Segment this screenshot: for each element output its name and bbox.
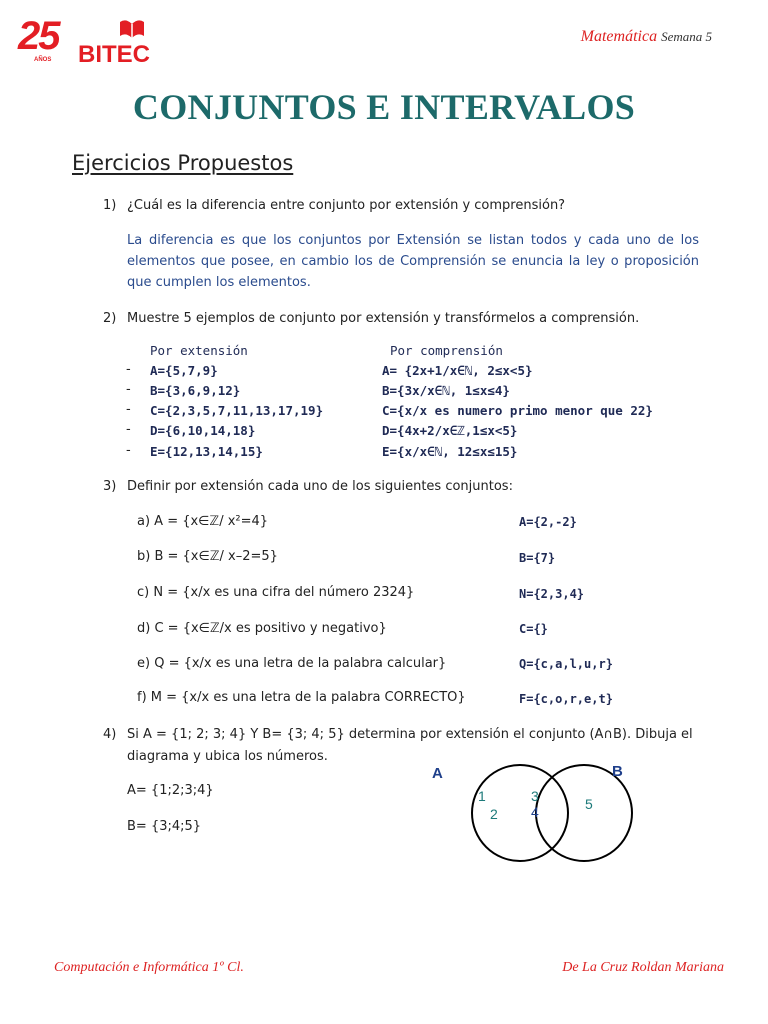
logo-years: AÑOS	[34, 57, 52, 63]
q3-text: Definir por extensión cada uno de los siguientes conjuntos:	[127, 479, 513, 494]
q3-item-label: e) Q = {x/x es una letra de la palabra calcular}	[137, 656, 447, 671]
q2-row-dash: -	[126, 362, 131, 377]
footer-course: Computación e Informática 1º Cl.	[54, 960, 244, 975]
q4-text-line2: diagrama y ubica los números.	[127, 749, 328, 764]
venn-intersection-item: 4	[531, 804, 539, 820]
q3-item-label: d) C = {x∈ℤ/x es positivo y negativo}	[137, 621, 387, 636]
bitec-logo	[18, 14, 158, 74]
q1-number: 1)	[103, 198, 117, 213]
footer-author: De La Cruz Roldan Mariana	[562, 960, 724, 975]
q2-col-left-header: Por extensión	[150, 343, 248, 358]
q2-number: 2)	[103, 311, 117, 326]
header-subject	[581, 28, 712, 46]
q3-item-answer: Q={c,a,l,u,r}	[519, 657, 613, 671]
q3-item-answer: C={}	[519, 622, 548, 636]
q3-item-answer: F={c,o,r,e,t}	[519, 692, 613, 706]
q3-item-answer: A={2,-2}	[519, 515, 577, 529]
q4-number: 4)	[103, 727, 117, 742]
q3-item-label: b) B = {x∈ℤ/ x–2=5}	[137, 549, 278, 564]
q2-row-ext: C={2,3,5,7,11,13,17,19}	[150, 403, 324, 418]
q2-row-dash: -	[126, 382, 131, 397]
q4-set-b: B= {3;4;5}	[127, 819, 202, 834]
q3-item-answer: N={2,3,4}	[519, 587, 585, 601]
venn-label-b: B	[612, 763, 623, 780]
q2-row-ext: D={6,10,14,18}	[150, 423, 256, 438]
q2-row-ext: A={5,7,9}	[150, 363, 218, 378]
q4-text-line1: Si A = {1; 2; 3; 4} Y B= {3; 4; 5} determina por extensión el conjunto (A∩B). Dibuja el	[127, 727, 693, 742]
venn-circle-a	[472, 765, 568, 861]
book-icon	[118, 18, 146, 40]
logo-brand: BITEC	[78, 41, 150, 68]
venn-a-only-item: 1	[478, 788, 486, 804]
week-label: Semana 5	[661, 29, 712, 44]
q3-item-label: c) N = {x/x es una cifra del número 2324}	[137, 585, 415, 600]
venn-a-only-item: 2	[490, 806, 498, 822]
q2-row-dash: -	[126, 443, 131, 458]
q2-row-ext: E={12,13,14,15}	[150, 444, 263, 459]
venn-b-only-item: 5	[585, 796, 593, 812]
q3-item-label: a) A = {x∈ℤ/ x²=4}	[137, 514, 269, 529]
q2-row-dash: -	[126, 422, 131, 437]
section-title: Ejercicios Propuestos	[72, 151, 294, 175]
q2-row-comp: C={x/x es numero primo menor que 22}	[382, 403, 653, 418]
q2-text: Muestre 5 ejemplos de conjunto por extensión y transfórmelos a comprensión.	[127, 311, 640, 326]
venn-label-a: A	[432, 765, 443, 782]
q2-col-right-header: Por comprensión	[390, 343, 503, 358]
q2-row-comp: A= {2x+1/x∈ℕ, 2≤x<5}	[382, 363, 533, 378]
q2-row-ext: B={3,6,9,12}	[150, 383, 241, 398]
q3-item-label: f) M = {x/x es una letra de la palabra CORRECTO}	[137, 690, 466, 705]
q2-row-comp: D={4x+2/x∈ℤ,1≤x<5}	[382, 423, 518, 438]
venn-intersection-item: 3	[531, 788, 539, 804]
q1-text: ¿Cuál es la diferencia entre conjunto por extensión y comprensión?	[127, 198, 566, 213]
q1-answer: La diferencia es que los conjuntos por Extensión se listan todos y cada uno de los elementos que posee, en cambio los de Comprensión se enuncia la ley o proposición que cumplen los elementos.	[127, 233, 699, 290]
logo-number: 25	[18, 14, 59, 58]
subject-label: Matemática	[580, 28, 658, 45]
page-title: CONJUNTOS E INTERVALOS	[132, 87, 636, 127]
q2-row-comp: B={3x/x∈ℕ, 1≤x≤4}	[382, 383, 510, 398]
q2-row-comp: E={x/x∈ℕ, 12≤x≤15}	[382, 444, 518, 459]
q2-row-dash: -	[126, 402, 131, 417]
q3-number: 3)	[103, 479, 117, 494]
q3-item-answer: B={7}	[519, 551, 556, 565]
q4-set-a: A= {1;2;3;4}	[127, 783, 214, 798]
